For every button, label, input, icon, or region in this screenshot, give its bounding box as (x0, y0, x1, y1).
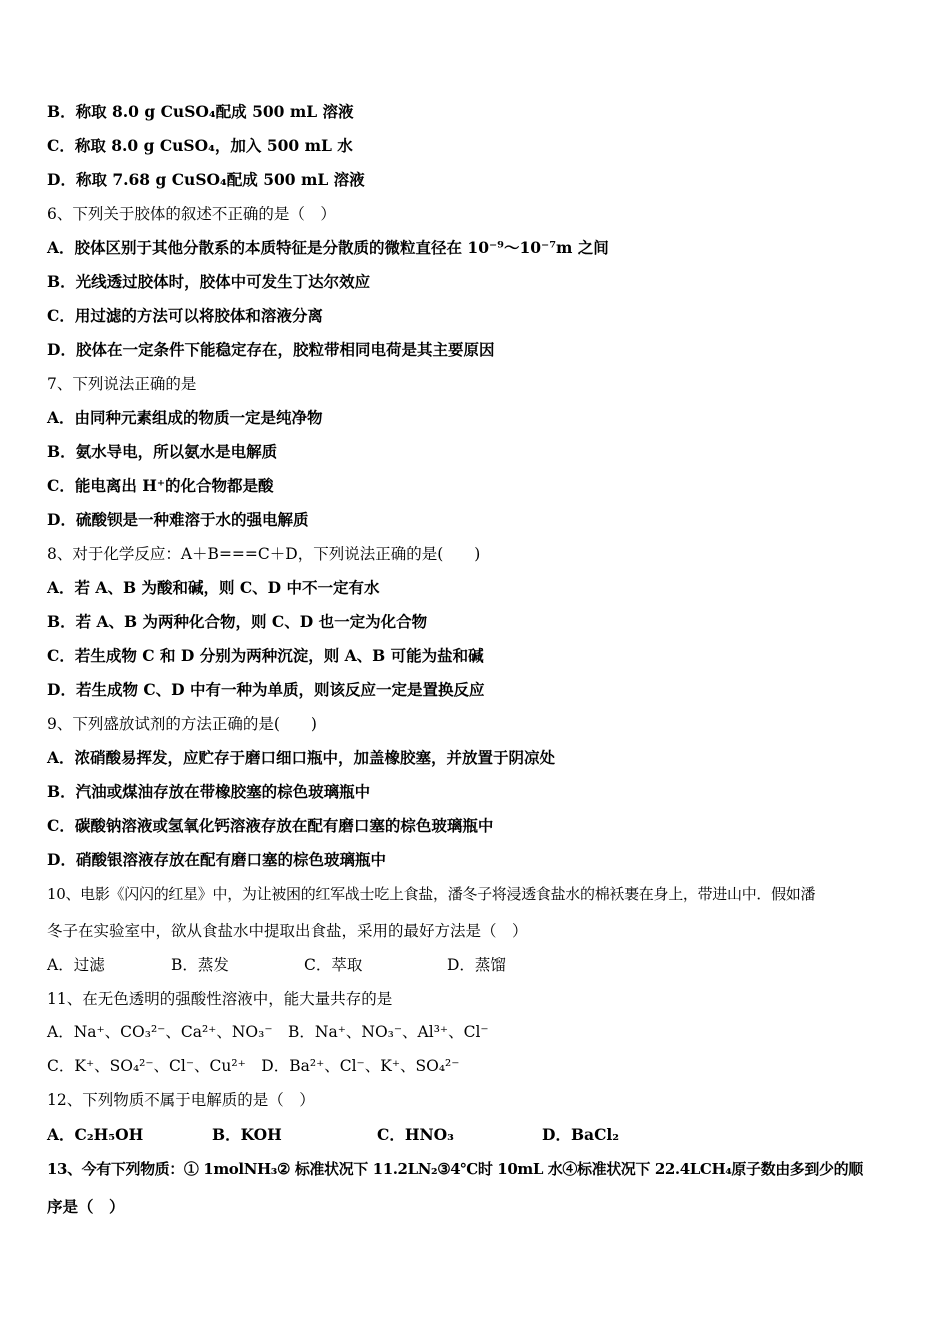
q9-option-b: B．汽油或煤油存放在带橡胶塞的棕色玻璃瓶中 (47, 782, 371, 801)
q12-option-c: C．HNO₃ (377, 1125, 454, 1144)
q6-option-b: B．光线透过胶体时，胶体中可发生丁达尔效应 (47, 272, 371, 291)
q11-options-row1: A．Na⁺、CO₃²⁻、Ca²⁺、NO₃⁻ B．Na⁺、NO₃⁻、Al³⁺、Cl⁻ (47, 1023, 489, 1041)
q7-option-d: D．硫酸钡是一种难溶于水的强电解质 (47, 510, 309, 529)
q7-option-b: B．氨水导电，所以氨水是电解质 (47, 442, 278, 461)
q6-stem: 6、下列关于胶体的叙述不正确的是（ ） (47, 205, 336, 223)
q10-option-a: A．过滤 (47, 956, 105, 974)
q8-option-d: D．若生成物 C、D 中有一种为单质，则该反应一定是置换反应 (47, 680, 485, 699)
q7-option-a: A．由同种元素组成的物质一定是纯净物 (47, 408, 323, 427)
q11-stem: 11、在无色透明的强酸性溶液中，能大量共存的是 (47, 990, 393, 1008)
q5-option-d: D．称取 7.68 g CuSO₄配成 500 mL 溶液 (47, 170, 365, 189)
q5-option-c: C．称取 8.0 g CuSO₄，加入 500 mL 水 (47, 136, 353, 155)
q9-option-d: D．硝酸银溶液存放在配有磨口塞的棕色玻璃瓶中 (47, 850, 386, 869)
q12-stem: 12、下列物质不属于电解质的是（ ） (47, 1091, 315, 1109)
q9-option-c: C．碳酸钠溶液或氢氧化钙溶液存放在配有磨口塞的棕色玻璃瓶中 (47, 816, 494, 835)
q10-option-c: C．萃取 (304, 956, 363, 974)
q13-stem-line2: 序是（ ） (47, 1197, 125, 1216)
q10-option-d: D．蒸馏 (447, 956, 506, 974)
q10-stem-line2: 冬子在实验室中，欲从食盐水中提取出食盐，采用的最好方法是（ ） (47, 922, 528, 940)
q9-stem: 9、下列盛放试剂的方法正确的是( ) (47, 715, 317, 733)
q12-option-d: D．BaCl₂ (542, 1125, 620, 1144)
q8-option-c: C．若生成物 C 和 D 分别为两种沉淀，则 A、B 可能为盐和碱 (47, 646, 484, 665)
q10-option-b: B．蒸发 (171, 956, 229, 974)
q6-option-a: A．胶体区别于其他分散系的本质特征是分散质的微粒直径在 10⁻⁹～10⁻⁷m 之间 (47, 238, 609, 257)
q11-options-row2: C．K⁺、SO₄²⁻、Cl⁻、Cu²⁺ D．Ba²⁺、Cl⁻、K⁺、SO₄²⁻ (47, 1057, 460, 1075)
q6-option-c: C．用过滤的方法可以将胶体和溶液分离 (47, 306, 323, 325)
q6-option-d: D．胶体在一定条件下能稳定存在，胶粒带相同电荷是其主要原因 (47, 340, 495, 359)
q8-stem: 8、对于化学反应：A＋B===C＋D，下列说法正确的是( ) (47, 545, 481, 563)
q5-option-b: B．称取 8.0 g CuSO₄配成 500 mL 溶液 (47, 102, 354, 121)
q7-stem: 7、下列说法正确的是 (47, 375, 197, 393)
q10-stem-line1: 10、电影《闪闪的红星》中，为让被困的红军战士吃上食盐，潘冬子将浸透食盐水的棉袄裹在身上，带进山中．假如潘 (47, 885, 816, 903)
q8-option-b: B．若 A、B 为两种化合物，则 C、D 也一定为化合物 (47, 612, 428, 631)
q9-option-a: A．浓硝酸易挥发，应贮存于磨口细口瓶中，加盖橡胶塞，并放置于阴凉处 (47, 748, 556, 767)
q7-option-c: C．能电离出 H⁺的化合物都是酸 (47, 476, 274, 495)
q12-option-a: A．C₂H₅OH (47, 1125, 144, 1144)
q13-stem-line1: 13、今有下列物质：① 1molNH₃② 标准状况下 11.2LN₂③4℃时 10mL 水④标准状况下 22.4LCH₄原子数由多到少的顺 (47, 1160, 863, 1178)
q8-option-a: A．若 A、B 为酸和碱，则 C、D 中不一定有水 (47, 578, 380, 597)
q12-option-b: B．KOH (212, 1125, 282, 1144)
